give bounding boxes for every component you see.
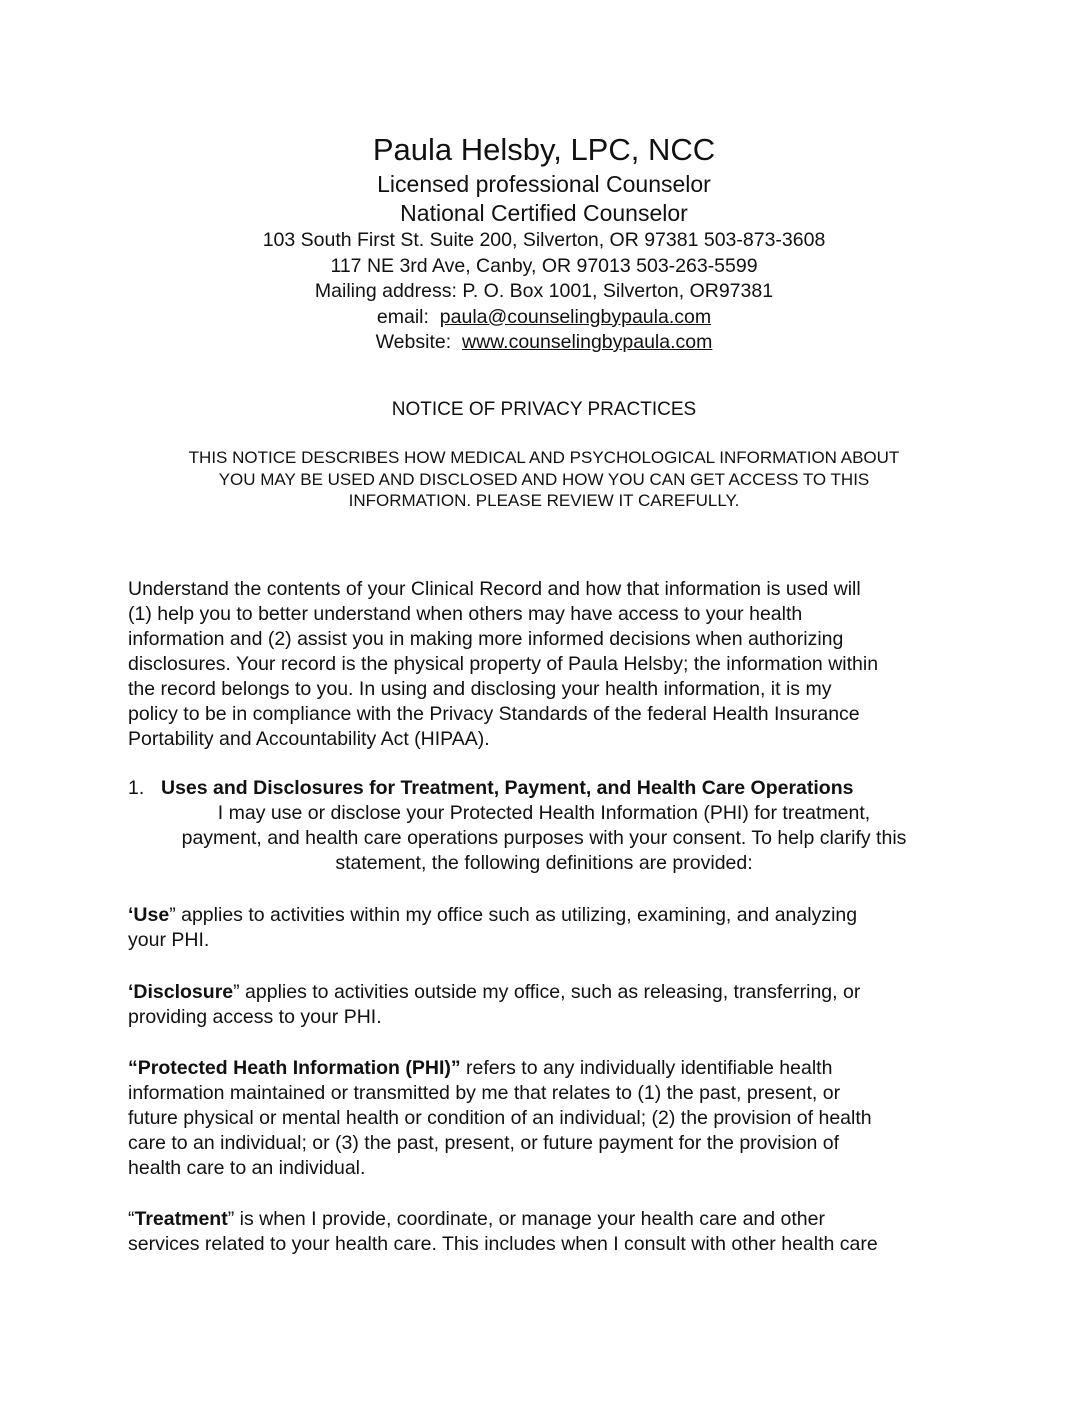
text-line <box>128 1056 978 1081</box>
term-phi: “Protected Heath Information (PHI)” <box>128 1057 461 1079</box>
email-line <box>0 305 1088 331</box>
text-line <box>128 903 978 928</box>
text-line: future physical or mental health or condition of an individual; (2) the provision of health <box>128 1107 872 1129</box>
text-line: information and (2) assist you in making more informed decisions when authorizing <box>128 628 844 650</box>
definition-disclosure <box>128 980 978 1030</box>
credential-line-1: Licensed professional Counselor <box>377 171 711 197</box>
term-disclosure: ‘Disclosure <box>128 981 234 1003</box>
text-line: services related to your health care. This includes when I consult with other health care <box>128 1233 878 1255</box>
address-silverton: 103 South First St. Suite 200, Silverton, OR 97381 503-873-3608 <box>262 229 826 251</box>
definition-text: ” applies to activities outside my office, such as releasing, transferring, or <box>233 981 861 1003</box>
definition-use <box>128 903 978 953</box>
text-line: health care to an individual. <box>128 1157 366 1179</box>
text-line: care to an individual; or (3) the past, present, or future payment for the provision of <box>128 1132 840 1154</box>
definition-text: ” is when I provide, coordinate, or manage your health care and other <box>227 1208 825 1230</box>
intro-paragraph <box>128 577 978 752</box>
email-label: email: <box>376 305 429 328</box>
text-line: statement, the following definitions are provided: <box>335 852 753 874</box>
text-line <box>128 980 978 1005</box>
notice-desc-line: INFORMATION. PLEASE REVIEW IT CAREFULLY. <box>348 491 740 510</box>
open-quote: “ <box>128 1208 135 1230</box>
letterhead <box>0 130 1088 356</box>
website-label: Website: <box>375 331 452 353</box>
mailing-address: Mailing address: P. O. Box 1001, Silverton, OR97381 <box>314 280 774 302</box>
text-line: Portability and Accountability Act (HIPAA). <box>128 728 490 750</box>
section-1-body <box>128 801 960 876</box>
address-canby: 117 NE 3rd Ave, Canby, OR 97013 503-263-5599 <box>330 254 758 277</box>
notice-description <box>0 447 1088 512</box>
text-line: I may use or disclose your Protected Health Information (PHI) for treatment, <box>217 802 871 824</box>
practitioner-name: Paula Helsby, LPC, NCC <box>372 132 716 167</box>
text-line: (1) help you to better understand when others may have access to your health <box>128 603 803 625</box>
website-line <box>0 330 1088 356</box>
text-line: Understand the contents of your Clinical Record and how that information is used will <box>128 578 861 600</box>
text-line: policy to be in compliance with the Privacy Standards of the federal Health Insurance <box>128 703 860 725</box>
email-link[interactable]: paula@counselingbypaula.com <box>439 305 712 328</box>
definition-text: refers to any individually identifiable health <box>460 1057 833 1079</box>
text-line: the record belongs to you. In using and disclosing your health information, it is my <box>128 678 832 700</box>
text-line: providing access to your PHI. <box>128 1006 382 1028</box>
notice-desc-line: YOU MAY BE USED AND DISCLOSED AND HOW YOU CAN GET ACCESS TO THIS <box>218 469 870 489</box>
credential-line-2: National Certified Counselor <box>400 200 688 226</box>
definition-text: ” applies to activities within my office such as utilizing, examining, and analyzing <box>169 904 858 926</box>
section-number: 1. <box>128 777 145 799</box>
section-1-heading <box>128 776 978 801</box>
website-link[interactable]: www.counselingbypaula.com <box>461 331 713 353</box>
text-line: information maintained or transmitted by me that relates to (1) the past, present, or <box>128 1082 841 1104</box>
section-title: Uses and Disclosures for Treatment, Payment, and Health Care Operations <box>161 777 854 799</box>
notice-desc-line: THIS NOTICE DESCRIBES HOW MEDICAL AND PSYCHOLOGICAL INFORMATION ABOUT <box>188 448 900 467</box>
term-use: ‘Use <box>128 904 170 926</box>
definition-phi <box>128 1056 978 1181</box>
text-line: payment, and health care operations purposes with your consent. To help clarify this <box>181 827 907 849</box>
definition-treatment <box>128 1207 978 1257</box>
text-line: your PHI. <box>128 929 210 951</box>
text-line: disclosures. Your record is the physical property of Paula Helsby; the information within <box>128 653 879 675</box>
notice-title: NOTICE OF PRIVACY PRACTICES <box>391 399 697 420</box>
term-treatment: Treatment <box>134 1208 228 1230</box>
text-line <box>128 1207 978 1232</box>
